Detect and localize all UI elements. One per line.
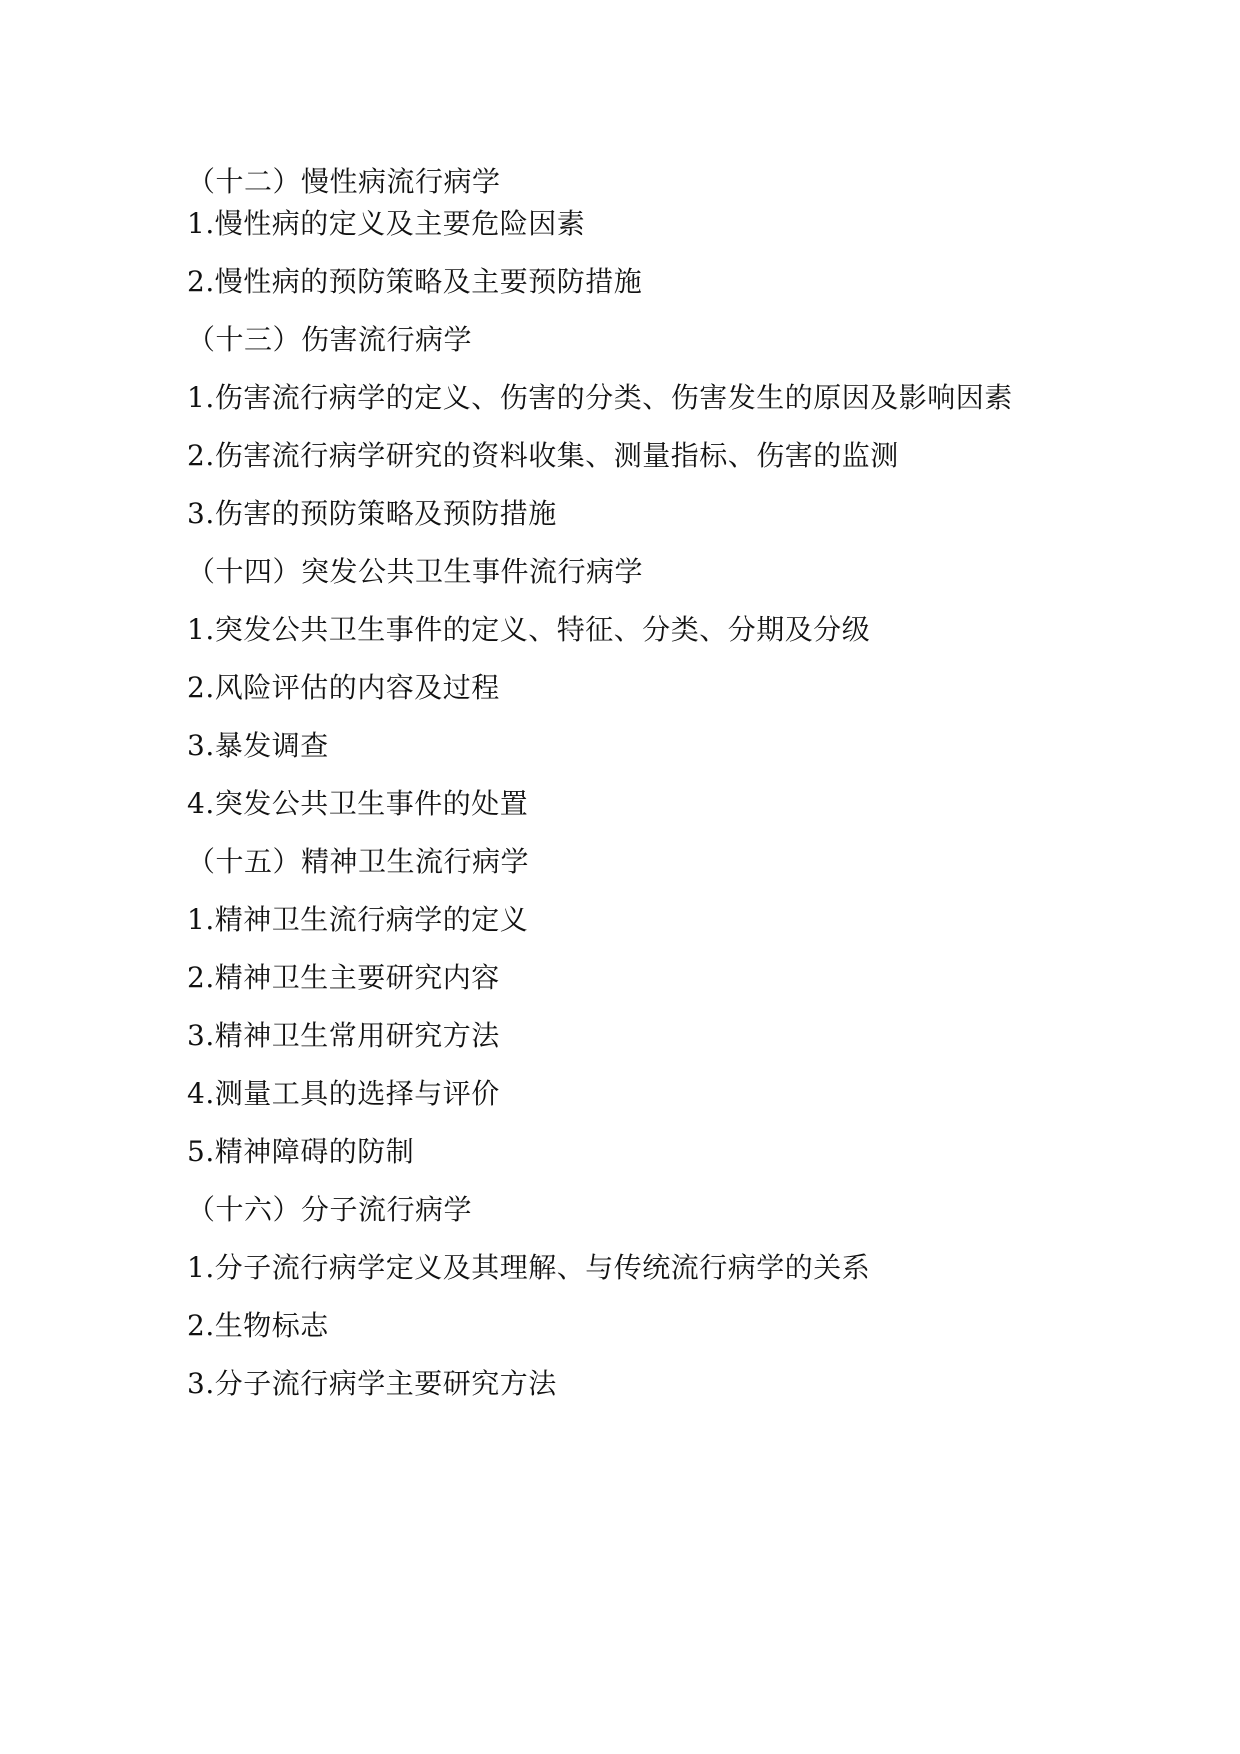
list-item: 4.突发公共卫生事件的处置 xyxy=(187,787,529,820)
list-item: 2.精神卫生主要研究内容 xyxy=(187,961,500,994)
list-item: 3.暴发调查 xyxy=(187,729,329,762)
list-item: 3.分子流行病学主要研究方法 xyxy=(187,1367,557,1400)
list-item: 1.伤害流行病学的定义、伤害的分类、伤害发生的原因及影响因素 xyxy=(187,381,1013,414)
section-heading-13: （十三）伤害流行病学 xyxy=(187,323,473,356)
list-item: 2.生物标志 xyxy=(187,1309,329,1342)
section-heading-14: （十四）突发公共卫生事件流行病学 xyxy=(187,555,644,588)
list-item: 1.突发公共卫生事件的定义、特征、分类、分期及分级 xyxy=(187,613,871,646)
list-item: 1.精神卫生流行病学的定义 xyxy=(187,903,529,936)
list-item: 5.精神障碍的防制 xyxy=(187,1135,415,1168)
list-item: 1.慢性病的定义及主要危险因素 xyxy=(187,207,586,240)
list-item: 1.分子流行病学定义及其理解、与传统流行病学的关系 xyxy=(187,1251,871,1284)
list-item: 3.精神卫生常用研究方法 xyxy=(187,1019,500,1052)
section-heading-12: （十二）慢性病流行病学 xyxy=(187,165,501,198)
list-item: 4.测量工具的选择与评价 xyxy=(187,1077,500,1110)
list-item: 2.伤害流行病学研究的资料收集、测量指标、伤害的监测 xyxy=(187,439,899,472)
list-item: 3.伤害的预防策略及预防措施 xyxy=(187,497,557,530)
list-item: 2.风险评估的内容及过程 xyxy=(187,671,500,704)
list-item: 2.慢性病的预防策略及主要预防措施 xyxy=(187,265,643,298)
section-heading-16: （十六）分子流行病学 xyxy=(187,1193,473,1226)
section-heading-15: （十五）精神卫生流行病学 xyxy=(187,845,530,878)
